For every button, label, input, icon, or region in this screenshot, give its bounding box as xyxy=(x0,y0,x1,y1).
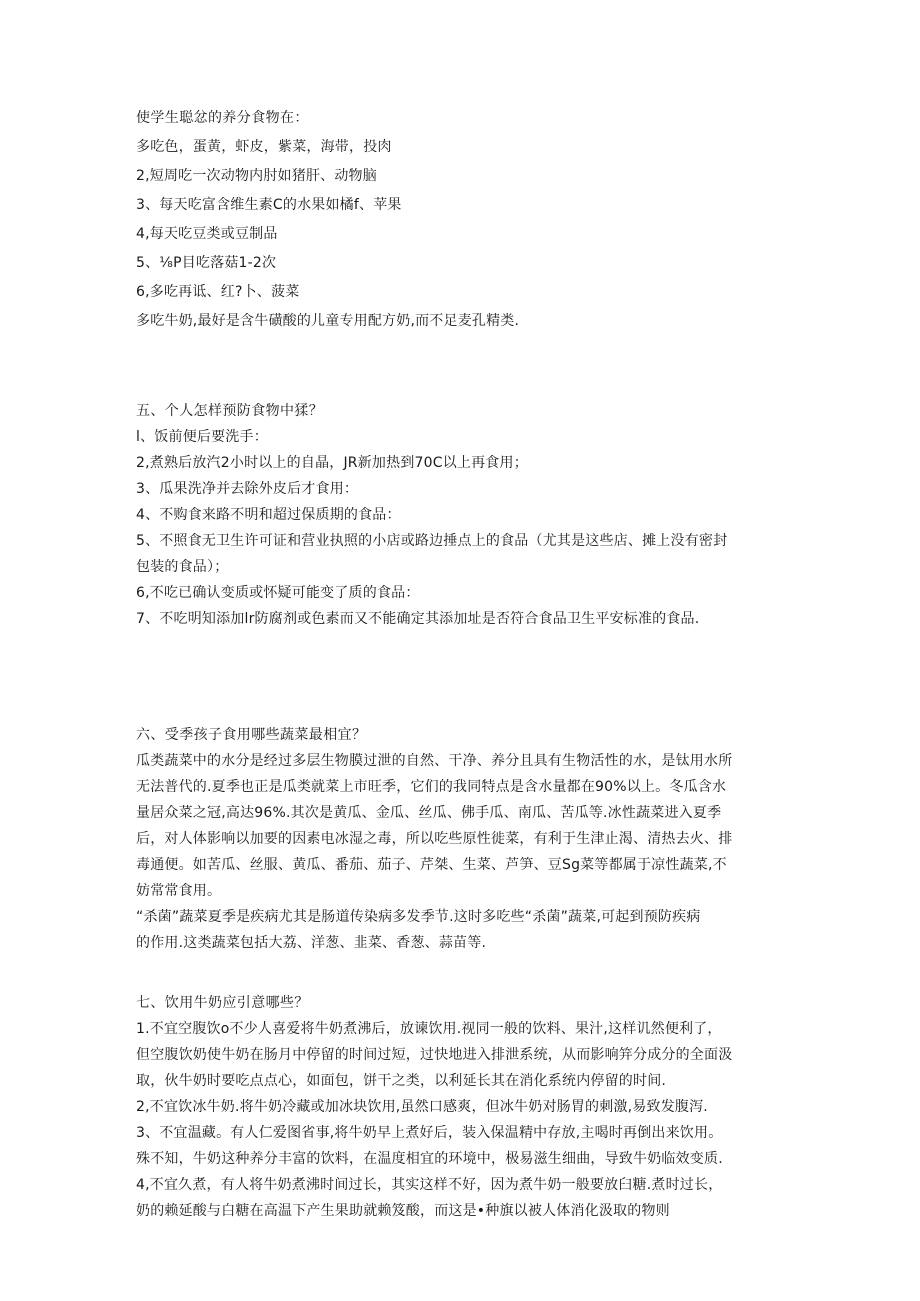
section-7-line-2: 但空腹饮奶使牛奶在肠月中停留的时间过短，过快地进入排泄系统，从而影响笄分成分的全面汲 xyxy=(136,1047,733,1063)
section-6-line-4: 后，对人体影响以加要的因素电冰湿之毒，所以吃些原性徙菜，有利于生津止渴、清热去火、排 xyxy=(136,831,733,847)
section-7-line-1: 1.不宜空腹饮o不少人喜爱将牛奶煮沸后，放谏饮用.视同一般的饮料、果汁,这样讥然便利了， xyxy=(136,1021,722,1037)
diet-line-3: 3、每天吃富含维生素C的水果如橘f、苹果 xyxy=(136,197,402,213)
section-spacer xyxy=(136,632,796,722)
section-5-line-8: 7、不吃明知添加lr防腐剂或色素而又不能确定其添加址是否符合食品卫生平安标准的食品. xyxy=(136,611,700,627)
diet-line-4: 4,每天吃豆类或豆制品 xyxy=(136,226,278,242)
section-6-line-7: “杀菌”蔬菜夏季是疾病尤其是肠道传染病多发季节.这时多吃些“杀菌”蔬菜,可起到预防疾病 xyxy=(136,909,701,925)
section-6-line-2: 无法普代的.夏季也正是瓜类就菜上市旺季，它们的我同特点是含水量都在90%以上。冬瓜含水 xyxy=(136,779,727,795)
section-7-line-7: 4,不宜久煮，有人将牛奶煮沸时间过长，其实这样不好，因为煮牛奶一般要放臼糖.煮时过长， xyxy=(136,1177,723,1193)
section-5-line-1: l、饭前便后要洗手： xyxy=(136,429,268,445)
section-5-line-5: 5、不照食无卫生许可证和营业执照的小店或路边捶点上的食品（尤其是这些店、摊上没有密封 xyxy=(136,533,728,549)
section-7-line-5: 3、不宜温藏。有人仁爱图省事,将牛奶早上煮好后，装入保温精中存放,主喝时再倒出来饮用。 xyxy=(136,1125,723,1141)
section-6-line-6: 妨常常食用。 xyxy=(136,883,222,899)
section-7-line-3: 取，伙牛奶时要吃点点心，如面包，饼干之类，以利延长其在消化系统内停留的时间. xyxy=(136,1073,667,1089)
section-5-title: 五、个人怎样预防食物中猱？ xyxy=(136,403,324,419)
section-spacer xyxy=(136,956,796,990)
section-6-line-8: 的作用.这类蔬菜包括大荔、洋葱、韭菜、香葱、蒜苗等. xyxy=(136,935,487,951)
section-7-title: 七、饮用牛奶应引意哪些？ xyxy=(136,995,309,1011)
section-7-line-8: 奶的赖延酸与白糖在高温下产生果助就赖笈酸，而这是•种旗以被人体消化汲取的物则 xyxy=(136,1203,670,1219)
section-5-line-3: 3、瓜果洗净并去除外皮后才食用： xyxy=(136,481,359,497)
section-5-line-4: 4、不购食来路不明和超过保质期的食品： xyxy=(136,507,401,523)
section-6-title: 六、受季孩子食用哪些蔬菜最相宜？ xyxy=(136,727,367,743)
section-7-line-6: 殊不知，牛奶这种养分丰富的饮料，在温度相宜的环境中，极易滋生细曲，导致牛奶临效变质. xyxy=(136,1151,723,1167)
diet-line-2: 2,短周吃一次动物内肘如猪肝、动物脑 xyxy=(136,168,377,184)
section-6-line-1: 瓜类蔬菜中的水分是经过多层生物膜过泄的自然、干净、养分且具有生物活性的水，是钛用水所 xyxy=(136,753,733,769)
diet-line-6: 6,多吃再诋、红?卜、菠菜 xyxy=(136,284,300,300)
diet-line-1: 多吃色，蛋黄，虾皮，紫菜，海带，投肉 xyxy=(136,139,392,155)
diet-section-title: 使学生聪忿的养分食物在： xyxy=(136,110,309,126)
diet-line-7: 多吃牛奶,最好是含牛磺酸的儿童专用配方奶,而不足麦孔精类. xyxy=(136,313,520,329)
section-5-line-2: 2,煮熟后放汽2小时以上的自晶，JR新加热到70C以上再食用； xyxy=(136,455,528,471)
section-7-line-4: 2,不宜饮冰牛奶.将牛奶冷藏或加冰块饮用,虽然口感爽，但冰牛奶对肠胃的刺激,易致发腹泻. xyxy=(136,1099,708,1115)
document-page xyxy=(136,104,796,1224)
section-6-line-3: 量居众菜之冠,高达96%.其次是黄瓜、金瓜、丝瓜、佛手瓜、南瓜、苦瓜等.冰性蔬菜进入夏季 xyxy=(136,805,722,821)
section-5-line-7: 6,不吃已确认变质或怀疑可能变了质的食品： xyxy=(136,585,420,601)
section-spacer xyxy=(136,336,796,398)
diet-line-5: 5、⅛P目吃落菇1-2次 xyxy=(136,255,277,271)
section-6-line-5: 毒通便。如苦瓜、丝服、黄瓜、番茄、茄子、芹桀、生菜、芦笋、豆Sg菜等都属于凉性蔬菜,不 xyxy=(136,857,727,873)
section-5-line-6: 包装的食品）； xyxy=(136,559,229,575)
